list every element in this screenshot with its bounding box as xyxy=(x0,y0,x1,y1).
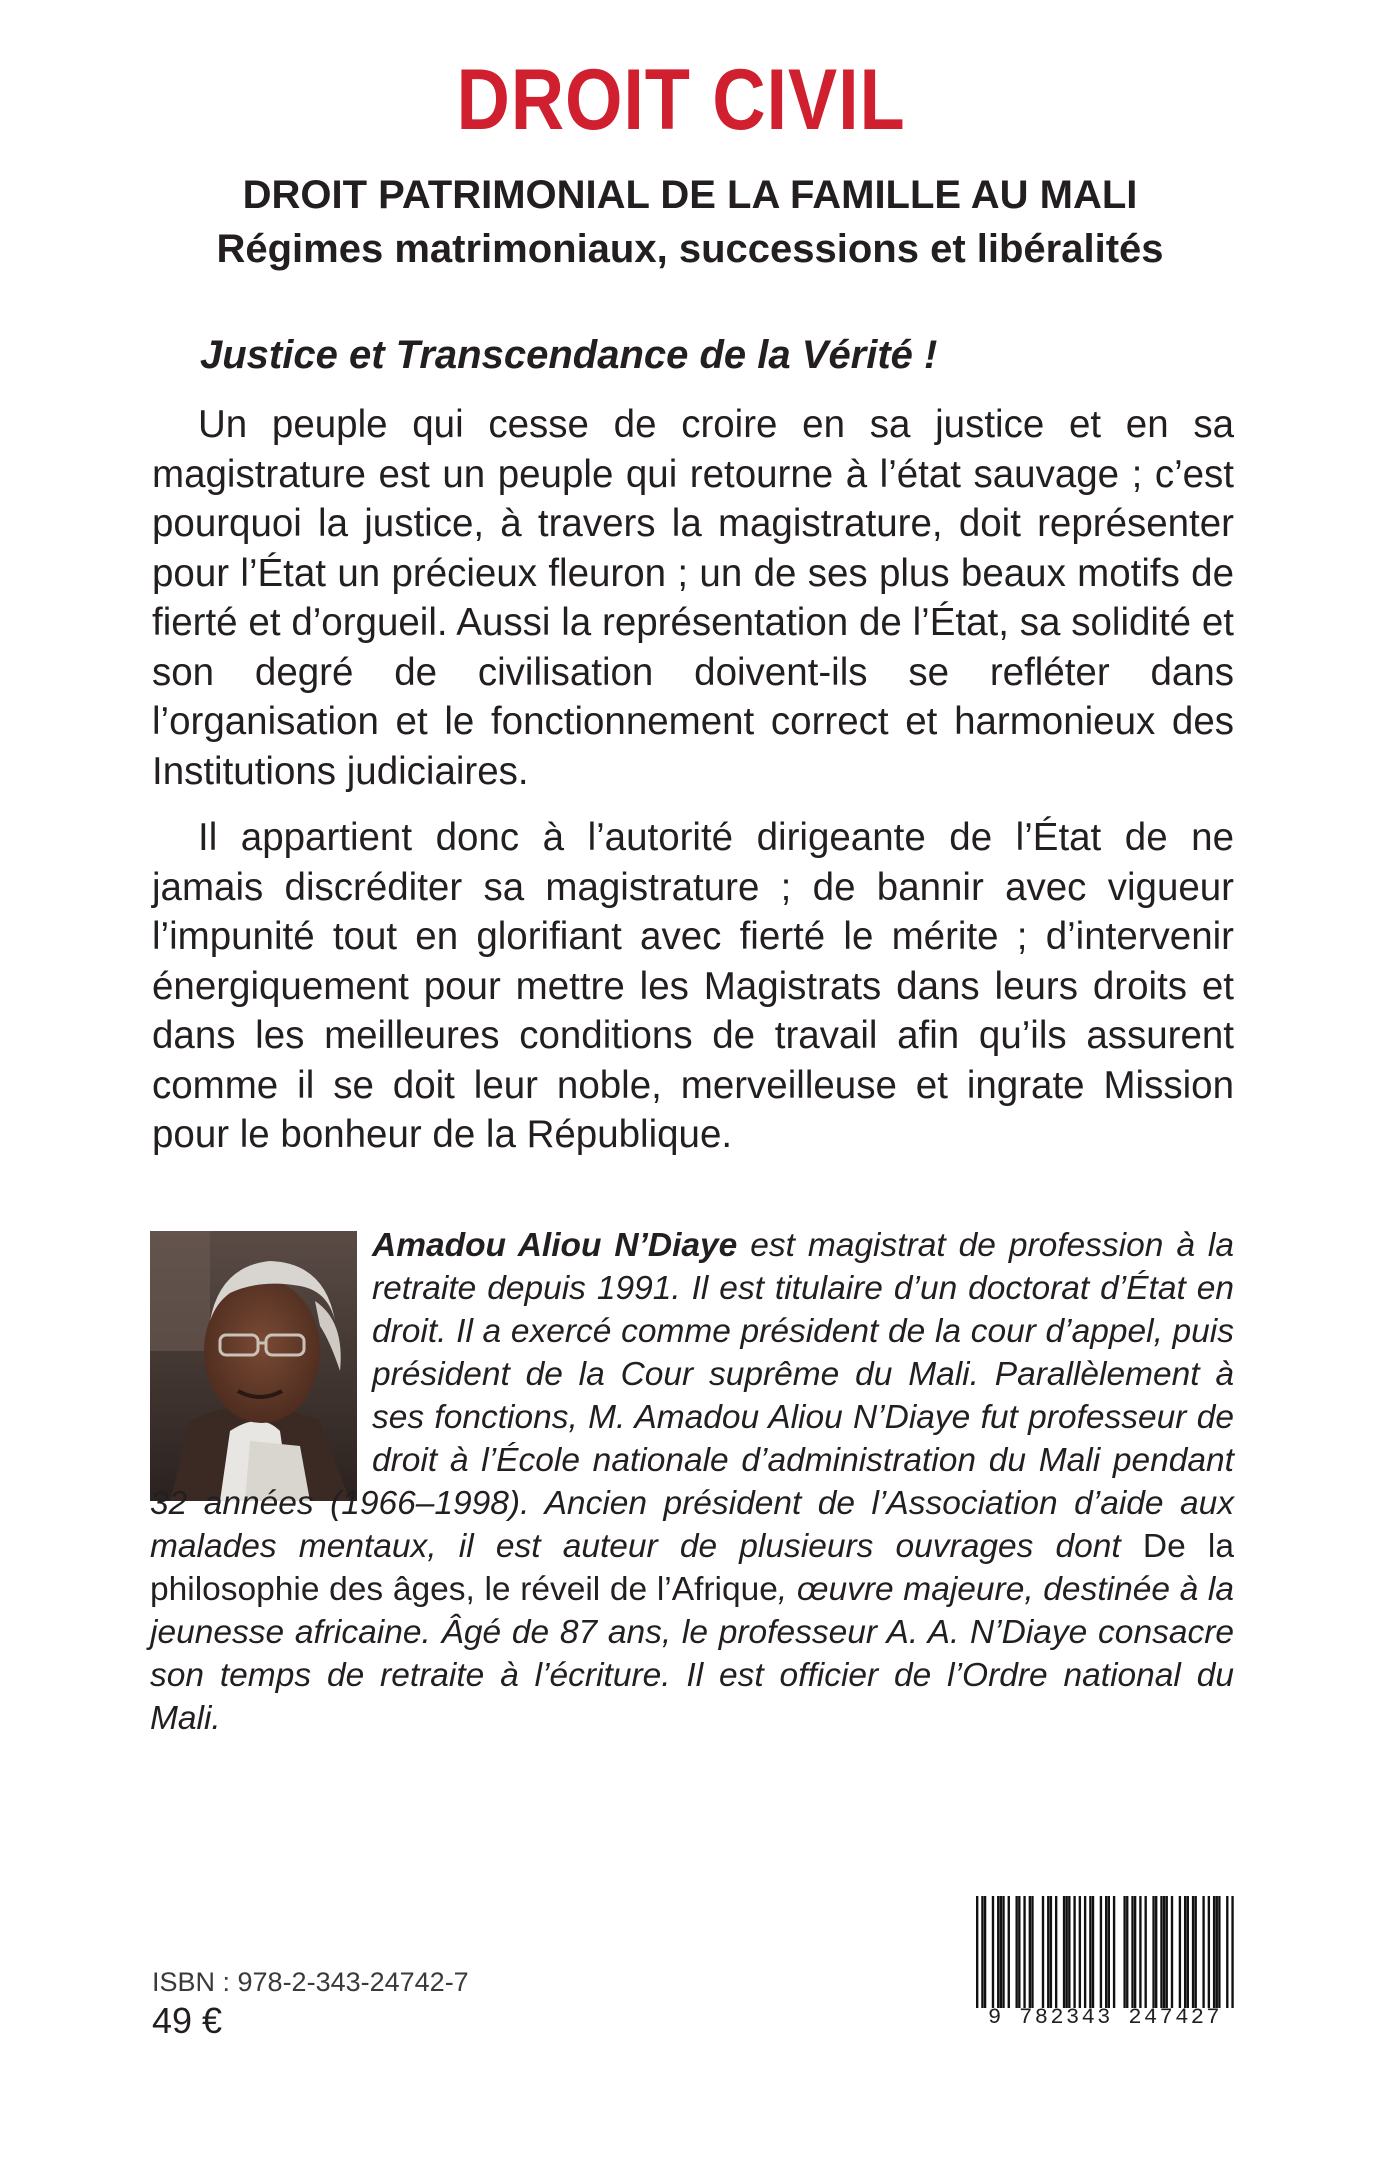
barcode-bar xyxy=(1031,1896,1033,2008)
barcode-bar xyxy=(1000,1896,1002,2008)
barcode-bar xyxy=(1226,1896,1228,2008)
barcode-bar xyxy=(1100,1896,1102,2008)
barcode-bar xyxy=(1139,1896,1141,2008)
barcode-bar xyxy=(1184,1896,1186,2008)
author-book-title: De la philosophie des âges, le réveil de l’Afrique xyxy=(150,1528,1234,1608)
price: 49 € xyxy=(152,2000,223,2041)
barcode-bar xyxy=(981,1896,983,2008)
barcode-bar xyxy=(1208,1896,1210,2008)
barcode-bar xyxy=(1218,1896,1220,2008)
barcode-bar xyxy=(1063,1896,1065,2008)
barcode-bar xyxy=(1050,1896,1052,2008)
paragraph-2: Il appartient donc à l’autorité dirigeante de l’État de ne jamais discréditer sa magistrature ; de bannir avec vigueur l’impunité tout en glorifiant avec fierté le mérite ; d’intervenir énergiquement pour mettre les Magistrats dans leurs droits et dans les meilleures conditions de travail afin qu’ils assurent comme il se doit leur noble, merveilleuse et ingrate Mission pour le bonheur de la République. xyxy=(152,816,1234,1156)
barcode-bar xyxy=(1092,1896,1094,2008)
subtitle-main: DROIT PATRIMONIAL DE LA FAMILLE AU MALI xyxy=(242,173,1138,217)
barcode-digits: 9 782343 247427 xyxy=(987,2005,1223,2030)
barcode-bar xyxy=(1231,1896,1233,2008)
barcode-bar xyxy=(1068,1896,1070,2008)
barcode-bar xyxy=(1113,1896,1115,2008)
paragraph-1: Un peuple qui cesse de croire en sa justice et en sa magistrature est un peuple qui retourne à l’état sauvage ; c’est pourquoi la justice, à travers la magistrature, doit représenter pour l’État un précieux fleuron ; un de ses plus beaux motifs de fierté et d’orgueil. Aussi la représentation de l’État, sa solidité et son degré de civilisation doivent-ils se refléter dans l’organisation et le fonctionnement correct et harmonieux des Institutions judiciaires. xyxy=(152,403,1234,793)
isbn: ISBN : 978-2-343-24742-7 xyxy=(152,1967,469,1997)
barcode-bar xyxy=(1123,1896,1125,2008)
book-title: DROIT CIVIL xyxy=(456,52,906,148)
barcode-bar xyxy=(1134,1896,1136,2008)
barcode-bar xyxy=(1202,1896,1204,2008)
barcode-bar xyxy=(1084,1896,1086,2008)
barcode-bar xyxy=(1018,1896,1020,2008)
barcode-bar xyxy=(1144,1896,1146,2008)
barcode-bar xyxy=(1163,1896,1165,2008)
author-bio-part1: est magistrat de profession à la retraite depuis 1991. Il est titulaire d’un doctorat d’État en droit. Il a exercé comme président de la cour d’appel, puis président de la Cour suprême du Mali. Parallèlement à ses fonctions, M. Amadou Aliou N’Diaye fut professeur de droit à l’École nationale d’administration du Mali pendant 32 années (1966–1998). Ancien président de l’Association d’aide aux malades mentaux, il est auteur de plusieurs ouvrages dont xyxy=(150,1227,1234,1565)
barcode-bar xyxy=(1079,1896,1081,2008)
barcode-bar xyxy=(1023,1896,1025,2008)
barcode-bar xyxy=(1166,1896,1168,2008)
barcode-bar xyxy=(1029,1896,1031,2008)
barcode-bar xyxy=(976,1896,978,2008)
barcode-bar xyxy=(1066,1896,1068,2008)
barcode-bar xyxy=(1216,1896,1218,2008)
barcode-bar xyxy=(1008,1896,1010,2008)
barcode-bar xyxy=(1042,1896,1044,2008)
subtitle-secondary: Régimes matrimoniaux, successions et libéralités xyxy=(216,227,1164,271)
barcode-bar xyxy=(997,1896,999,2008)
barcode-bar xyxy=(1179,1896,1181,2008)
barcode-bar xyxy=(984,1896,986,2008)
barcode-bar xyxy=(992,1896,994,2008)
barcode-bar xyxy=(1089,1896,1091,2008)
barcode-bar xyxy=(1126,1896,1128,2008)
barcode-bar xyxy=(1055,1896,1057,2008)
barcode-bar xyxy=(1187,1896,1189,2008)
author-bio xyxy=(150,1224,1234,1740)
barcode-bar xyxy=(1047,1896,1049,2008)
barcode-bar xyxy=(1213,1896,1215,2008)
barcode-bar xyxy=(1195,1896,1197,2008)
author-bio-part2: , œuvre majeure, destinée à la jeunesse africaine. Âgé de 87 ans, le professeur A. A. N’Diaye consacre son temps de retraite à l’écriture. Il est officier de l’Ordre national du Mali. xyxy=(150,1571,1234,1737)
barcode xyxy=(976,1896,1234,2008)
barcode-bar xyxy=(1152,1896,1154,2008)
barcode-bar xyxy=(1131,1896,1133,2008)
barcode-bar xyxy=(1105,1896,1107,2008)
barcode-bar xyxy=(1171,1896,1173,2008)
author-name: Amadou Aliou N’Diaye xyxy=(372,1227,738,1264)
barcode-bar xyxy=(1192,1896,1194,2008)
barcode-bar xyxy=(1155,1896,1157,2008)
barcode-bar xyxy=(1002,1896,1004,2008)
barcode-bar xyxy=(1073,1896,1075,2008)
barcode-bar xyxy=(1160,1896,1162,2008)
barcode-bar xyxy=(1015,1896,1017,2008)
barcode-bar xyxy=(1108,1896,1110,2008)
epigraph: Justice et Transcendance de la Vérité ! xyxy=(200,333,938,377)
